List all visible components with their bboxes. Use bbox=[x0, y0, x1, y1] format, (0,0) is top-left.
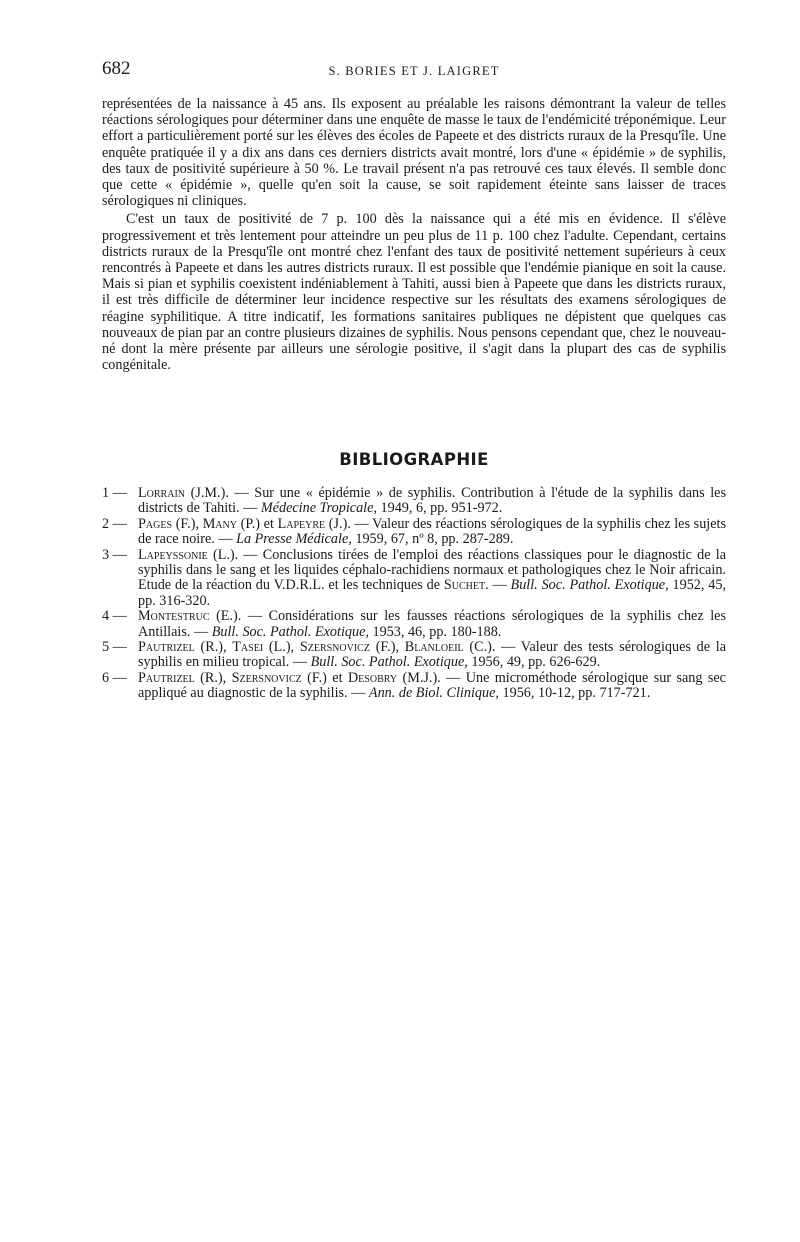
author-name: Tasei bbox=[232, 639, 264, 656]
bibliography-title: BIBLIOGRAPHIE bbox=[339, 450, 489, 469]
reference-5 bbox=[102, 640, 726, 671]
author-name: Blanloeil bbox=[404, 639, 464, 656]
reference-4 bbox=[102, 609, 726, 640]
reference-number: 4 — bbox=[102, 608, 127, 625]
author-name: Desobry bbox=[347, 669, 398, 686]
author-initials: (L.), bbox=[263, 639, 300, 656]
journal-name: Bull. Soc. Pathol. Exotique, bbox=[211, 623, 369, 640]
paragraph-2: C'est un taux de positivité de 7 p. 100 dès la naissance qui a été mis en évidence. Il s'élève progressivement et très lentement pour atteindre un peu plus de 11 p. 100 chez l'adulte. Cependant, certains districts ruraux de la Presqu'île ont montré chez l'enfant des taux de positivité nettement supérieurs à ceux rencontrés à Papeete et dans les autres districts ruraux. Il est possible que l'endémie pianique en soit la cause. Mais si pian et syphilis coexistent indéniablement à Tahiti, aussi bien à Papeete que dans les districts ruraux, il est très difficile de déterminer leur incidence respective sur les résultats des examens sérologiques de réagine syphilitique. A titre indicatif, les formations sanitaires publiques ne dépistent que quelques cas nouveaux de pian par an contre plusieurs dizaines de syphilis. Nous pensons cependant que, chez le nouveau-né dont la mère présente par ailleurs une sérologie positive, il s'agit dans la plupart des cas de syphilis congénitale. bbox=[102, 211, 726, 374]
reference-1 bbox=[102, 486, 726, 517]
page-header bbox=[102, 58, 726, 88]
reference-number: 2 — bbox=[102, 515, 127, 532]
reference-details: 1949, 6, pp. 951-972. bbox=[376, 500, 503, 517]
author-name: Lapeyssonie bbox=[138, 546, 208, 563]
author-name: Montestruc bbox=[138, 608, 210, 625]
author-name: Lorrain bbox=[138, 485, 186, 501]
reference-number: 1 — bbox=[102, 485, 127, 501]
author-initials: (F.) et bbox=[301, 669, 348, 686]
reference-details: 1959, 67, nº 8, pp. 287-289. bbox=[351, 531, 514, 548]
reference-text: — Une microméthode sérologique sur sang sec appliqué au diagnostic de la syphilis. — bbox=[138, 669, 726, 702]
author-initials: (P.) et bbox=[236, 515, 278, 532]
reference-number: 6 — bbox=[102, 669, 127, 686]
author-initials: (J.M.). bbox=[185, 485, 229, 501]
reference-text: — Sur une « épidémie » de syphilis. Contribution à l'étude de la syphilis dans les districts de Tahiti. — bbox=[138, 485, 727, 517]
journal-name: Bull. Soc. Pathol. Exotique, bbox=[310, 654, 468, 671]
author-name: Szersnovicz bbox=[299, 639, 370, 656]
author-name: Many bbox=[202, 515, 237, 532]
reference-details: 1956, 10-12, pp. 717-721. bbox=[498, 685, 651, 702]
journal-name: Médecine Tropicale, bbox=[260, 500, 377, 517]
reference-text: — Valeur des réactions sérologiques de la syphilis chez les sujets de race noire. — bbox=[138, 515, 726, 548]
reference-details: 1953, 46, pp. 180-188. bbox=[368, 623, 502, 640]
body-text bbox=[102, 96, 726, 373]
author-name: Pautrizel bbox=[138, 669, 195, 686]
reference-6 bbox=[102, 671, 726, 702]
author-initials: (R.), bbox=[194, 639, 233, 656]
author-initials: (F.), bbox=[172, 515, 203, 532]
author-initials: (L.). bbox=[207, 546, 239, 563]
journal-name: Bull. Soc. Pathol. Exotique, bbox=[510, 577, 669, 594]
author-initials: (E.). bbox=[209, 608, 242, 625]
reference-text: — Conclusions tirées de l'emploi des réactions classiques pour le diagnostic de la syphilis dans le sang et les liquides céphalo-rachidiens normaux et pathologiques chez le Noir africain. Etude de la réaction du V.D.R.L. et les techniques de bbox=[138, 546, 726, 594]
page-number: 682 bbox=[102, 58, 131, 79]
reference-text: — Valeur des tests sérologiques de la syphilis en milieu tropical. — bbox=[138, 639, 726, 671]
running-head: S. BORIES ET J. LAIGRET bbox=[328, 64, 500, 78]
paragraph-1: représentées de la naissance à 45 ans. Ils exposent au préalable les raisons démontrant la valeur de telles réactions sérologiques pour déterminer dans une enquête de masse le taux de l'endémicité tréponémique. Leur effort a particulièrement porté sur les élèves des écoles de Papeete et des districts ruraux de la Presqu'île. Une enquête pratiquée il y a dix ans dans ces derniers districts avait montré, lors d'une « épidémie » de syphilis, des taux de positivité supérieure à 50 %. Le travail présent n'a pas retrouvé ces taux élevés. Il semble donc que cette « épidémie », quelle qu'en soit la cause, se soit rapidement éteinte sans laisser de traces sérologiques ni cliniques. bbox=[102, 96, 726, 210]
author-initials: (F.), bbox=[369, 639, 405, 656]
author-initials: (J.). bbox=[325, 515, 351, 532]
reference-3 bbox=[102, 548, 726, 610]
author-initials: (C.). bbox=[463, 639, 496, 656]
reference-text: — Considérations sur les fausses réactions sérologiques de la syphilis chez les Antillais. — bbox=[138, 608, 726, 640]
author-name: Lapeyre bbox=[277, 515, 326, 532]
reference-text-after: . — bbox=[485, 577, 511, 594]
reference-details: 1952, 45, pp. 316-320. bbox=[138, 577, 727, 609]
author-name: Pautrizel bbox=[138, 639, 195, 656]
reference-number: 5 — bbox=[102, 639, 127, 656]
reference-2 bbox=[102, 517, 726, 548]
journal-name: La Presse Médicale, bbox=[236, 531, 352, 548]
reference-details: 1956, 49, pp. 626-629. bbox=[467, 654, 601, 671]
author-name: Szersnovicz bbox=[231, 669, 302, 686]
author-initials: (M.J.). bbox=[397, 669, 441, 686]
cited-name: Suchet bbox=[443, 577, 486, 594]
journal-name: Ann. de Biol. Clinique, bbox=[368, 685, 499, 702]
reference-list bbox=[102, 486, 726, 702]
author-initials: (R.), bbox=[194, 669, 232, 686]
author-name: Pages bbox=[138, 515, 173, 532]
reference-number: 3 — bbox=[102, 546, 127, 563]
